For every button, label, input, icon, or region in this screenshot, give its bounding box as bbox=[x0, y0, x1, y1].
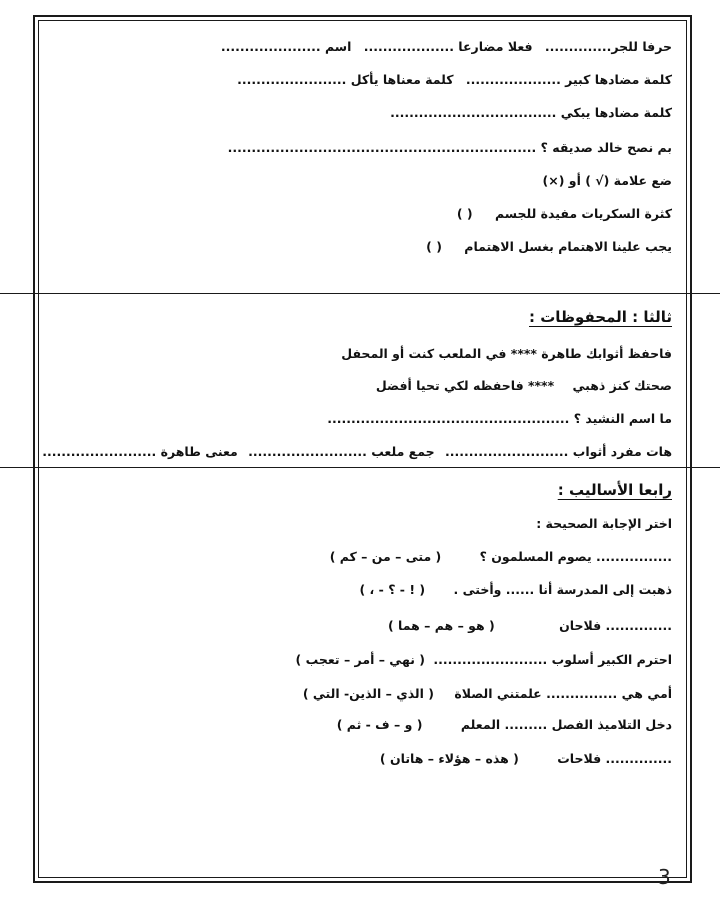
s3-line-4: هات مفرد أثواب .......................... جمع ملعب ......................... معنى طاهرة ........................ bbox=[42, 444, 672, 459]
s4-question-5: أمي هي ............... علمتني الصلاة ( الذي – الذين- التي ) bbox=[302, 686, 672, 701]
s4-question-1: ................ يصوم المسلمون ؟ ( متى – من – كم ) bbox=[329, 549, 672, 564]
s4-question-2: ذهبت إلى المدرسة أنا ...... وأختى . ( ! - ؟ - ، ) bbox=[359, 582, 672, 597]
s3-line-2: صحتك كنز ذهبي **** فاحفظه لكي تحيا أفضل bbox=[375, 378, 672, 393]
s1-line-2: كلمة مضادها كبير .................... كلمة معناها يأكل ....................... bbox=[237, 72, 672, 87]
s1-line-4: بم نصح خالد صديقه ؟ ................................................................. bbox=[227, 140, 672, 155]
s1-line-1: حرفا للجر.............. فعلا مضارعا ................... اسم ..................... bbox=[220, 39, 672, 54]
section-divider-2 bbox=[0, 467, 720, 468]
s3-line-3: ما اسم النشيد ؟ ................................................... bbox=[327, 411, 672, 426]
s1-line-6: كثرة السكريات مفيدة للجسم ( ) bbox=[456, 206, 672, 221]
s1-line-5: ضع علامة (√ ) أو (×) bbox=[542, 173, 672, 188]
s4-question-7: .............. فلاحات ( هذه – هؤلاء – هاتان ) bbox=[379, 751, 672, 766]
page-number: 3 bbox=[658, 865, 671, 889]
s4-question-3: .............. فلاحان ( هو – هم – هما ) bbox=[387, 618, 672, 633]
s1-line-3: كلمة مضادها يبكي ................................... bbox=[390, 105, 672, 120]
s4-question-4: احترم الكبير أسلوب ........................ ( نهي – أمر – تعجب ) bbox=[295, 652, 672, 667]
s1-line-7: يجب علينا الاهتمام بغسل الاهتمام ( ) bbox=[426, 239, 672, 254]
section-divider-1 bbox=[0, 293, 720, 294]
s4-question-6: دخل التلاميذ الفصل ......... المعلم ( و – ف - ثم ) bbox=[336, 717, 672, 732]
s3-line-1: فاحفظ أثوابك طاهرة **** في الملعب كنت أو المحفل bbox=[341, 346, 672, 361]
section3-title: ثالثا : المحفوظات : bbox=[529, 308, 672, 326]
section4-title: رابعا الأساليب : bbox=[557, 481, 672, 499]
s4-instruction: اختر الإجابة الصحيحة : bbox=[536, 516, 672, 531]
